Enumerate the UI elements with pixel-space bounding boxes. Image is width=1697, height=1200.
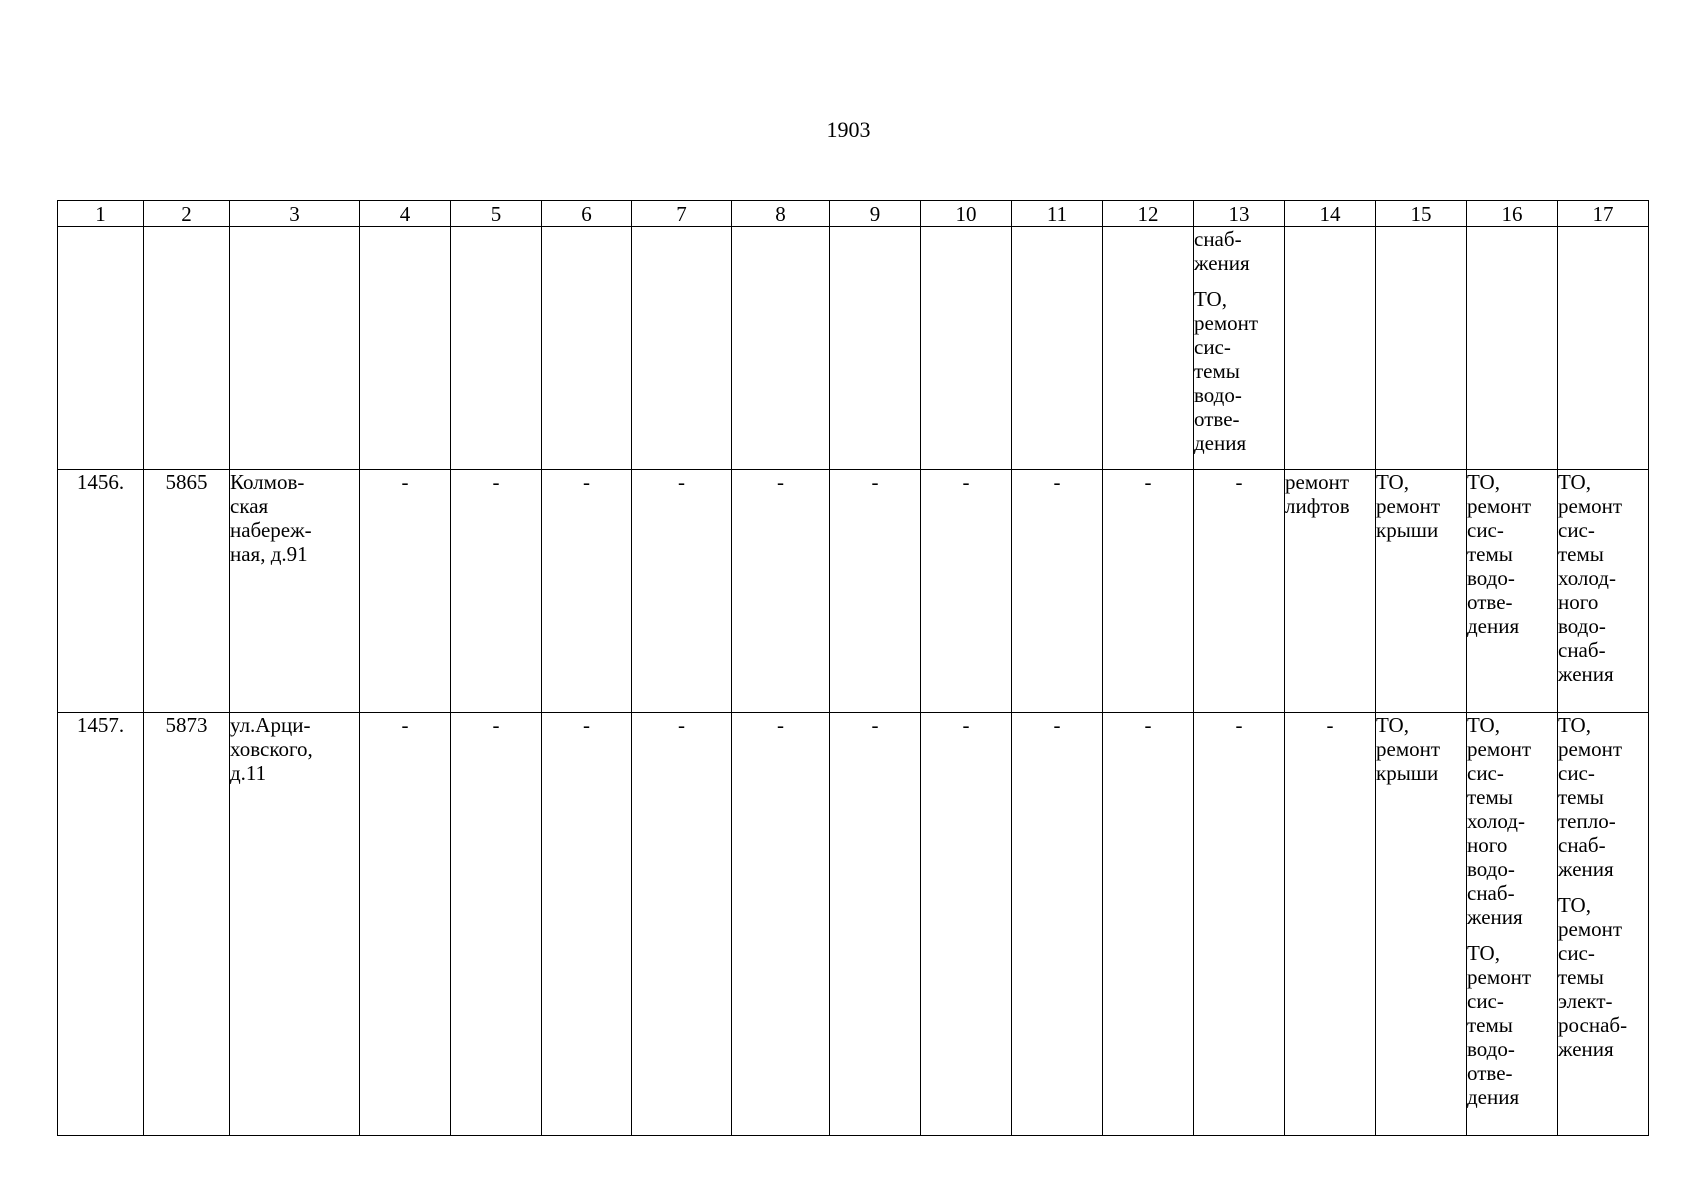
column-header-16: 16 bbox=[1467, 201, 1558, 227]
table-row bbox=[58, 713, 1649, 1136]
work-item: ТО, ремонт сис- темы водо- отве- дения bbox=[1467, 470, 1532, 638]
work-item: ТО, ремонт крыши bbox=[1376, 713, 1467, 1136]
column-header-6: 6 bbox=[542, 201, 632, 227]
column-header-10: 10 bbox=[921, 201, 1012, 227]
work-item: снаб- жения bbox=[1194, 227, 1250, 275]
empty-value: - bbox=[542, 713, 632, 1136]
column-header-13: 13 bbox=[1194, 201, 1285, 227]
column-header-12: 12 bbox=[1103, 201, 1194, 227]
table-cell bbox=[732, 227, 830, 470]
column-header-11: 11 bbox=[1012, 201, 1103, 227]
empty-value: - bbox=[632, 713, 732, 1136]
repair-schedule-table bbox=[57, 200, 1649, 1136]
table-cell bbox=[360, 227, 451, 470]
table-cell bbox=[451, 227, 542, 470]
column-header-4: 4 bbox=[360, 201, 451, 227]
empty-value: - bbox=[542, 470, 632, 713]
column-header-17: 17 bbox=[1558, 201, 1649, 227]
empty-value: - bbox=[732, 713, 830, 1136]
work-item: ТО, ремонт сис- темы водо- отве- дения bbox=[1467, 941, 1532, 1109]
table-cell bbox=[1467, 227, 1558, 470]
table-row-continuation bbox=[58, 227, 1649, 470]
table-cell bbox=[1012, 227, 1103, 470]
table-cell bbox=[1558, 227, 1649, 470]
table-cell bbox=[144, 227, 230, 470]
column-header-15: 15 bbox=[1376, 201, 1467, 227]
table-cell bbox=[632, 227, 732, 470]
column-header-9: 9 bbox=[830, 201, 921, 227]
work-item: ТО, ремонт крыши bbox=[1376, 470, 1467, 713]
column-header-8: 8 bbox=[732, 201, 830, 227]
building-id: 5865 bbox=[144, 470, 230, 713]
empty-value: - bbox=[360, 713, 451, 1136]
empty-value: - bbox=[451, 470, 542, 713]
column-header-2: 2 bbox=[144, 201, 230, 227]
empty-value: - bbox=[732, 470, 830, 713]
row-number: 1457. bbox=[58, 713, 144, 1136]
table-cell bbox=[230, 227, 360, 470]
empty-value: - bbox=[921, 713, 1012, 1136]
empty-value: - bbox=[1194, 713, 1285, 1136]
column-header-7: 7 bbox=[632, 201, 732, 227]
work-item: ремонт лифтов bbox=[1285, 470, 1376, 713]
empty-value: - bbox=[1285, 713, 1376, 1136]
empty-value: - bbox=[1103, 713, 1194, 1136]
row-number: 1456. bbox=[58, 470, 144, 713]
table-cell-work-list bbox=[1467, 713, 1558, 1136]
table-cell bbox=[921, 227, 1012, 470]
page-number: 1903 bbox=[826, 117, 871, 142]
empty-value: - bbox=[921, 470, 1012, 713]
table-cell-work-list bbox=[1467, 470, 1558, 713]
work-item: ТО, ремонт сис- темы элект- роснаб- жения bbox=[1558, 893, 1628, 1061]
empty-value: - bbox=[1194, 470, 1285, 713]
table-cell bbox=[1103, 227, 1194, 470]
empty-value: - bbox=[1103, 470, 1194, 713]
table-cell bbox=[830, 227, 921, 470]
table-cell-work-list bbox=[1194, 227, 1285, 470]
table-cell-work-list bbox=[1558, 470, 1649, 713]
empty-value: - bbox=[632, 470, 732, 713]
table-row bbox=[58, 470, 1649, 713]
work-item: ТО, ремонт сис- темы водо- отве- дения bbox=[1194, 287, 1259, 455]
empty-value: - bbox=[830, 470, 921, 713]
work-item: ТО, ремонт сис- темы тепло- снаб- жения bbox=[1558, 713, 1623, 881]
header-row bbox=[58, 201, 1649, 227]
table-cell bbox=[1285, 227, 1376, 470]
column-header-1: 1 bbox=[58, 201, 144, 227]
empty-value: - bbox=[1012, 713, 1103, 1136]
address: Колмов- ская набереж- ная, д.91 bbox=[230, 470, 360, 713]
table-cell bbox=[58, 227, 144, 470]
empty-value: - bbox=[360, 470, 451, 713]
column-header-3: 3 bbox=[230, 201, 360, 227]
address: ул.Арци- ховского, д.11 bbox=[230, 713, 360, 1136]
table-cell bbox=[542, 227, 632, 470]
work-item: ТО, ремонт сис- темы холод- ного водо- снаб- жения bbox=[1558, 470, 1623, 686]
empty-value: - bbox=[451, 713, 542, 1136]
table-cell bbox=[1376, 227, 1467, 470]
work-item: ТО, ремонт сис- темы холод- ного водо- снаб- жения bbox=[1467, 713, 1532, 929]
column-header-5: 5 bbox=[451, 201, 542, 227]
empty-value: - bbox=[830, 713, 921, 1136]
empty-value: - bbox=[1012, 470, 1103, 713]
table-cell-work-list bbox=[1558, 713, 1649, 1136]
column-header-14: 14 bbox=[1285, 201, 1376, 227]
building-id: 5873 bbox=[144, 713, 230, 1136]
